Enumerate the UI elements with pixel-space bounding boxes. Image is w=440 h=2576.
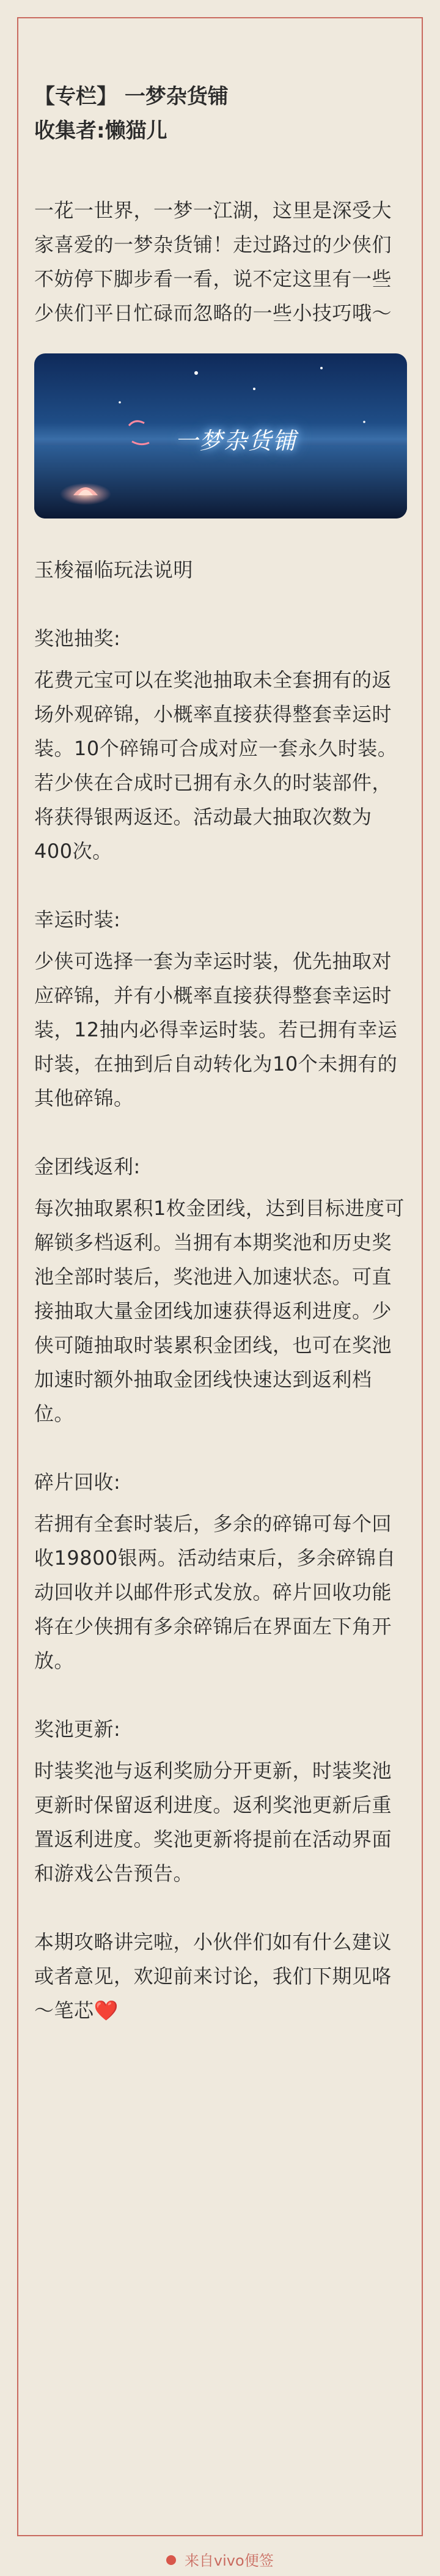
section-body: 时装奖池与返利奖励分开更新，时装奖池更新时保留返利进度。返利奖池更新后重置返利进度。奖池更新将提前在活动界面和游戏公告预告。	[34, 1759, 392, 1885]
section-body: 每次抽取累积1枚金团线，达到目标进度可解锁多档返利。当拥有本期奖池和历史奖池全部时装后，奖池进入加速状态。可直接抽取大量金团线加速获得返利进度。少侠可随抽取时装累积金团线，也可在奖池加速时额外抽取金团线快速达到返利档位。	[34, 1197, 405, 1425]
note-content	[34, 79, 407, 2028]
hero-calligraphy: 一梦杂货铺	[175, 427, 298, 454]
footer-source-label: 来自vivo便签	[184, 2552, 274, 2569]
star-icon	[194, 371, 198, 375]
outro-text: 本期攻略讲完啦，小伙伴们如有什么建议或者意见，欢迎前来讨论，我们下期见咯～笔芯	[34, 1930, 392, 2022]
heart-icon: ❤️	[94, 1999, 119, 2022]
section-heading: 幸运时装:	[34, 908, 121, 931]
outro-paragraph	[34, 1925, 407, 2028]
star-icon	[253, 388, 255, 390]
section-heading: 碎片回收:	[34, 1471, 121, 1494]
collector-line: 收集者:懒猫儿	[34, 119, 167, 143]
section-heading: 奖池抽奖:	[34, 627, 121, 650]
intro-paragraph: 一花一世界，一梦一江湖，这里是深受大家喜爱的一梦杂货铺！走过路过的少侠们不妨停下脚步看一看，说不定这里有一些少侠们平日忙碌而忽略的一些小技巧哦～	[34, 199, 392, 325]
vivo-notes-icon	[166, 2555, 176, 2565]
star-icon	[320, 367, 323, 369]
star-icon	[363, 421, 365, 423]
section-heading: 奖池更新:	[34, 1718, 121, 1741]
section-heading: 金团线返利:	[34, 1155, 141, 1178]
column-title: 【专栏】 一梦杂货铺	[34, 84, 229, 109]
section-body: 少侠可选择一套为幸运时装，优先抽取对应碎锦，并有小概率直接获得整套幸运时装，12抽内必得幸运时装。若已拥有幸运时装，在抽到后自动转化为10个未拥有的其他碎锦。	[34, 950, 398, 1110]
guide-title: 玉梭福临玩法说明	[34, 558, 194, 581]
hero-banner-image	[34, 353, 407, 519]
section-body: 花费元宝可以在奖池抽取未全套拥有的返场外观碎锦，小概率直接获得整套幸运时装。10个碎锦可合成对应一套永久时装。若少侠在合成时已拥有永久的时装部件，将获得银两返还。活动最大抽取次数为400次。	[34, 668, 398, 863]
footer-source	[0, 2548, 440, 2570]
section-body: 若拥有全套时装后，多余的碎锦可每个回收19800银两。活动结束后，多余碎锦自动回收并以邮件形式发放。碎片回收功能将在少侠拥有多余碎锦后在界面左下角开放。	[34, 1512, 396, 1672]
star-icon	[119, 401, 121, 404]
